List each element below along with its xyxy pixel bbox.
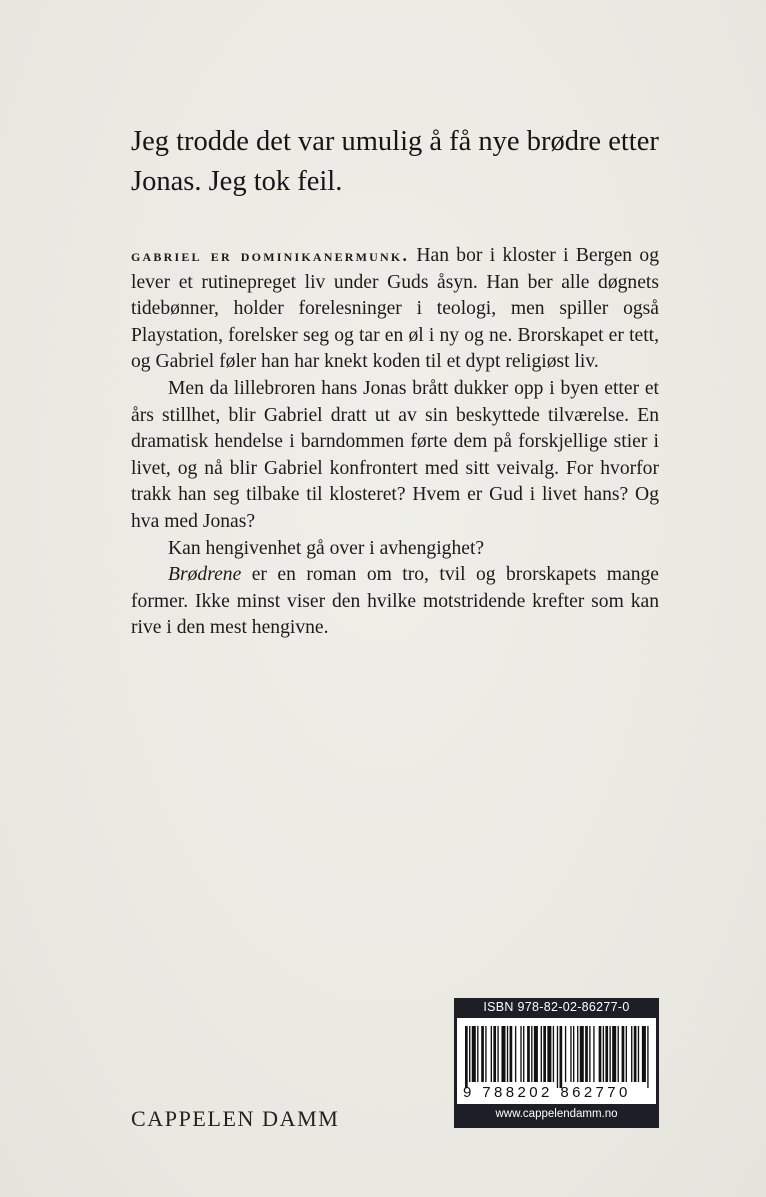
publisher-logo: CAPPELEN DAMM [131, 1106, 340, 1131]
isbn-barcode-box [454, 998, 659, 1128]
barcode-bar [485, 1026, 486, 1082]
barcode-bar [589, 1026, 590, 1082]
barcode-bar [510, 1026, 513, 1082]
barcode-bar [541, 1026, 542, 1082]
barcode-bar [642, 1026, 646, 1082]
isbn-label: ISBN 978-82-02-86277-0 [483, 1000, 630, 1014]
barcode-bar [612, 1026, 616, 1082]
barcode-bar [547, 1026, 551, 1082]
barcode-bar [560, 1026, 563, 1088]
barcode-bar [481, 1026, 484, 1082]
blurb-lead-in: gabriel er dominikanermunk. [131, 245, 410, 265]
barcode-bar [565, 1026, 566, 1082]
barcode-bar [531, 1026, 532, 1082]
barcode-bar [543, 1026, 546, 1082]
barcode-bar [465, 1026, 468, 1088]
barcode-bar [647, 1026, 648, 1088]
book-title-italic: Brødrene [168, 564, 242, 586]
blurb [131, 242, 659, 642]
barcode-bar [609, 1026, 610, 1082]
barcode-bar [515, 1026, 516, 1082]
barcode-bar [491, 1026, 492, 1082]
blurb-paragraph-4 [131, 562, 659, 642]
barcode-bar [599, 1026, 602, 1082]
barcode-bar [577, 1026, 578, 1082]
barcode-bar [631, 1026, 632, 1082]
barcode-bar [472, 1026, 476, 1082]
barcode-bar [618, 1026, 619, 1082]
barcode-panel [457, 1018, 656, 1104]
blurb-paragraph-1 [131, 242, 659, 376]
barcode-bar [477, 1026, 478, 1082]
barcode-digits: 9 788202 862770 [463, 1084, 631, 1101]
barcode-bar [634, 1026, 637, 1082]
barcode-bar [573, 1026, 574, 1082]
barcode-bar [493, 1026, 496, 1082]
barcode-bar [520, 1026, 521, 1082]
tagline: Jeg trodde det var umulig å få nye brødre etter Jonas. Jeg tok feil. [131, 126, 659, 197]
publisher-website: www.cappelendamm.no [495, 1108, 618, 1120]
barcode-bar [585, 1026, 588, 1082]
barcode-bar [497, 1026, 498, 1082]
barcode-bar [527, 1026, 530, 1082]
barcode-bar [523, 1026, 524, 1082]
barcode-bar [580, 1026, 584, 1082]
barcode-bar [638, 1026, 639, 1082]
barcode-bar [557, 1026, 558, 1088]
barcode-bar [593, 1026, 594, 1082]
barcode-bar [507, 1026, 508, 1082]
barcode-bar [469, 1026, 470, 1082]
barcode-bar [626, 1026, 627, 1082]
barcode-bar [534, 1026, 538, 1082]
blurb-paragraph-3: Kan hengivenhet gå over i avhengighet? [168, 537, 485, 559]
barcode-bar [603, 1026, 604, 1082]
barcode-bar [622, 1026, 625, 1082]
barcode-bar [605, 1026, 608, 1082]
barcode-bar [570, 1026, 571, 1082]
barcode-bar [501, 1026, 505, 1082]
blurb-paragraph-1-text: Han bor i kloster i Bergen og lever et rutinepreget liv under Guds åsyn. Han ber alle døgnets tidebønner, holder forelesninger i teologi, men spiller også Playstation, forelsker seg og tar en øl i ny og ne. Brorskapet er tett, og Gabriel føler han har knekt koden til et dypt religiøst liv. [131, 245, 659, 373]
barcode-bar [553, 1026, 554, 1082]
blurb-paragraph-2: Men da lillebroren hans Jonas brått dukker opp i byen etter et års stillhet, blir Gabriel dratt ut av sin beskyttede tilværelse. En dramatisk hendelse i barndommen førte dem på forskjellige stier i livet, og nå blir Gabriel konfrontert med sitt veivalg. For hvorfor trakk han seg tilbake til klosteret? Hvem er Gud i livet hans? Og hva med Jonas? [131, 377, 659, 532]
blurb-paragraph-4-text: er en roman om tro, tvil og brorskapets mange former. Ikke minst viser den hvilke motstridende krefter som kan rive i den mest hengivne. [131, 564, 659, 639]
